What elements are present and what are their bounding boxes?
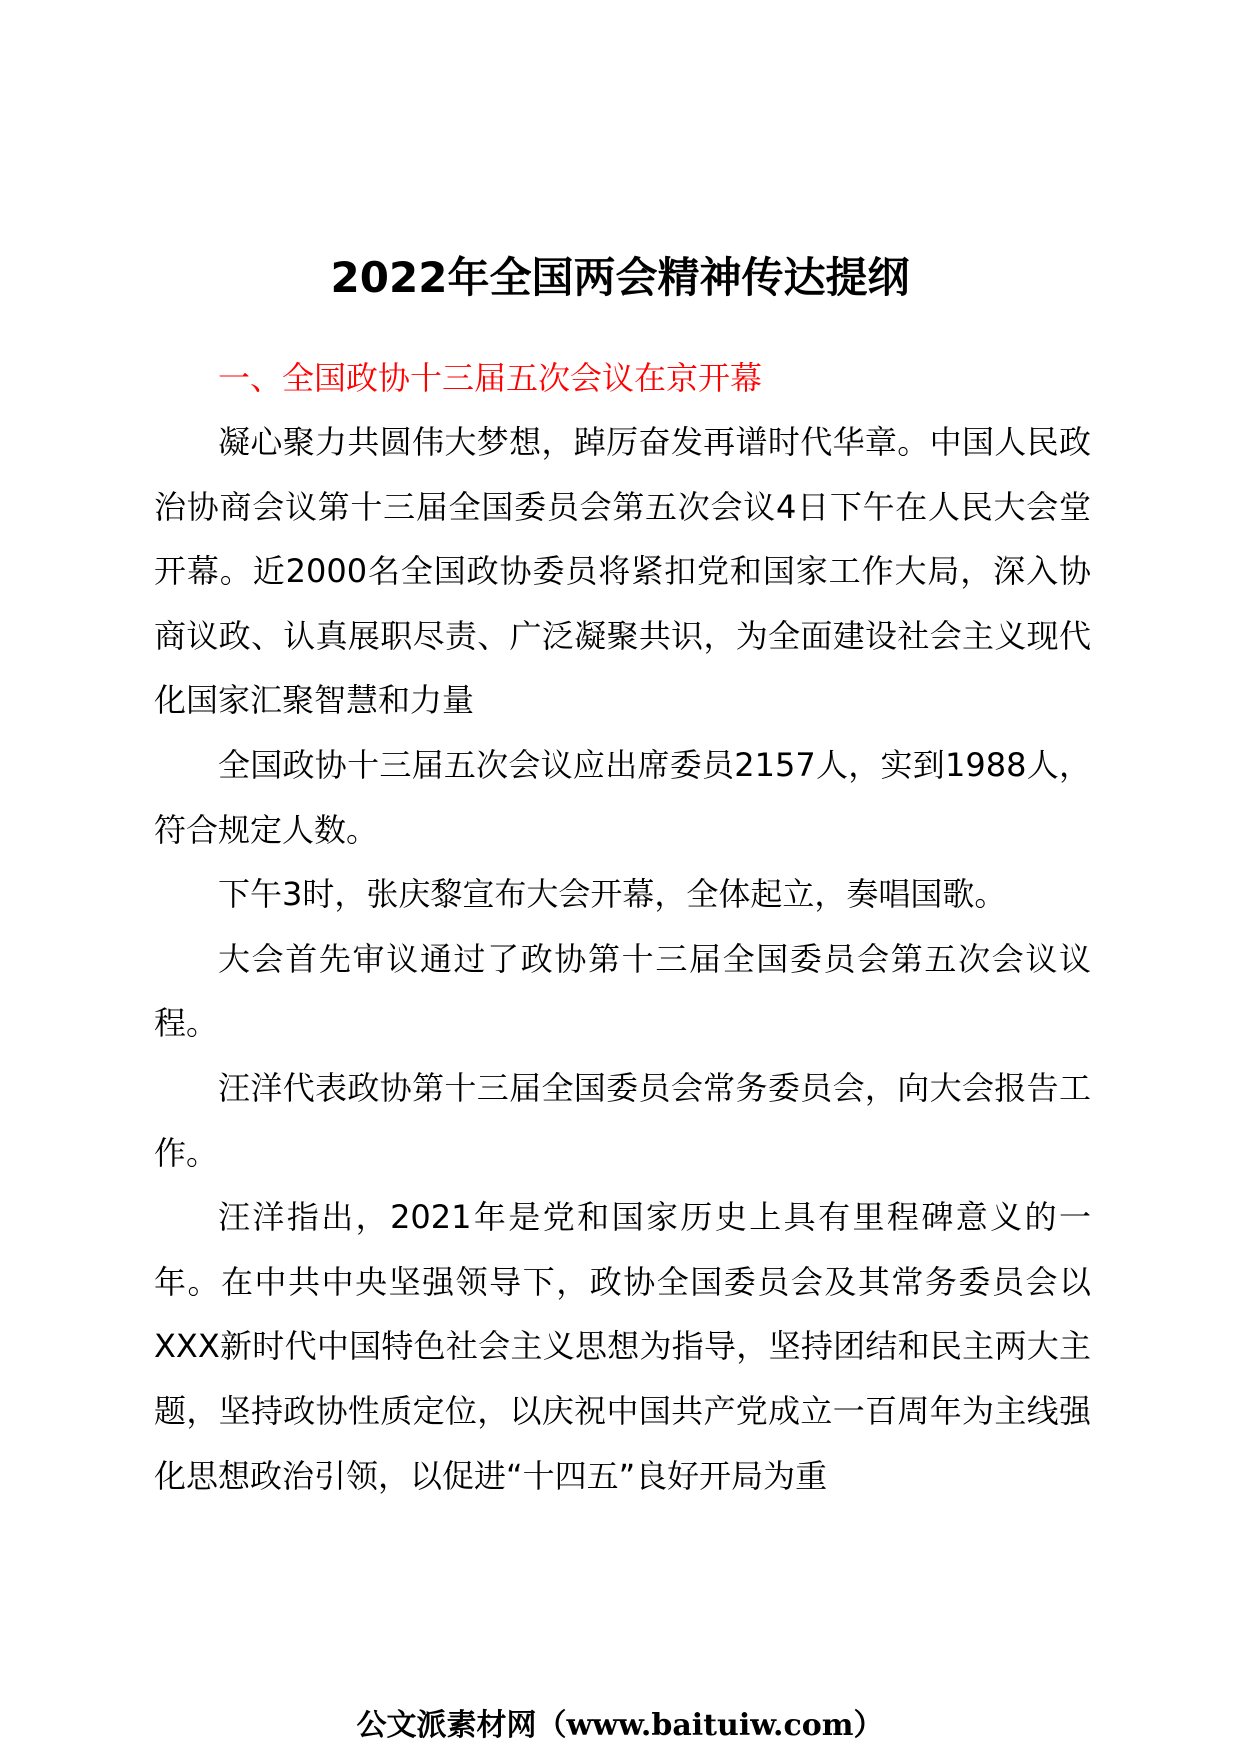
document-title: 2022年全国两会精神传达提纲	[330, 253, 910, 302]
paragraph: 下午3时，张庆黎宣布大会开幕，全体起立，奏唱国歌。	[218, 875, 1007, 914]
paragraph: 全国政协十三届五次会议应出席委员2157人，实到1988人，符合规定人数。	[154, 745, 1091, 849]
paragraph: 大会首先审议通过了政协第十三届全国委员会第五次会议议程。	[154, 939, 1091, 1043]
section-heading: 一、全国政协十三届五次会议在京开幕	[218, 359, 763, 397]
paragraph: 汪洋代表政协第十三届全国委员会常务委员会，向大会报告工作。	[154, 1068, 1091, 1172]
paragraph: 凝心聚力共圆伟大梦想，踔厉奋发再谱时代华章。中国人民政治协商会议第十三届全国委员会第五次会议4日下午在人民大会堂开幕。近2000名全国政协委员将紧扣党和国家工作大局，深入协商议政、认真展职尽责、广泛凝聚共识，为全面建设社会主义现代化国家汇聚智慧和力量	[154, 423, 1091, 720]
footer-watermark-text: 公文派素材网（www.baituiw.com）	[356, 1708, 884, 1743]
paragraph: 汪洋指出，2021年是党和国家历史上具有里程碑意义的一年。在中共中央坚强领导下，政协全国委员会及其常务委员会以XXX新时代中国特色社会主义思想为指导，坚持团结和民主两大主题，坚持政协性质定位，以庆祝中国共产党成立一百周年为主线强化思想政治引领，以促进“十四五”良好开局为重	[154, 1198, 1091, 1495]
document-body	[154, 410, 1091, 1508]
